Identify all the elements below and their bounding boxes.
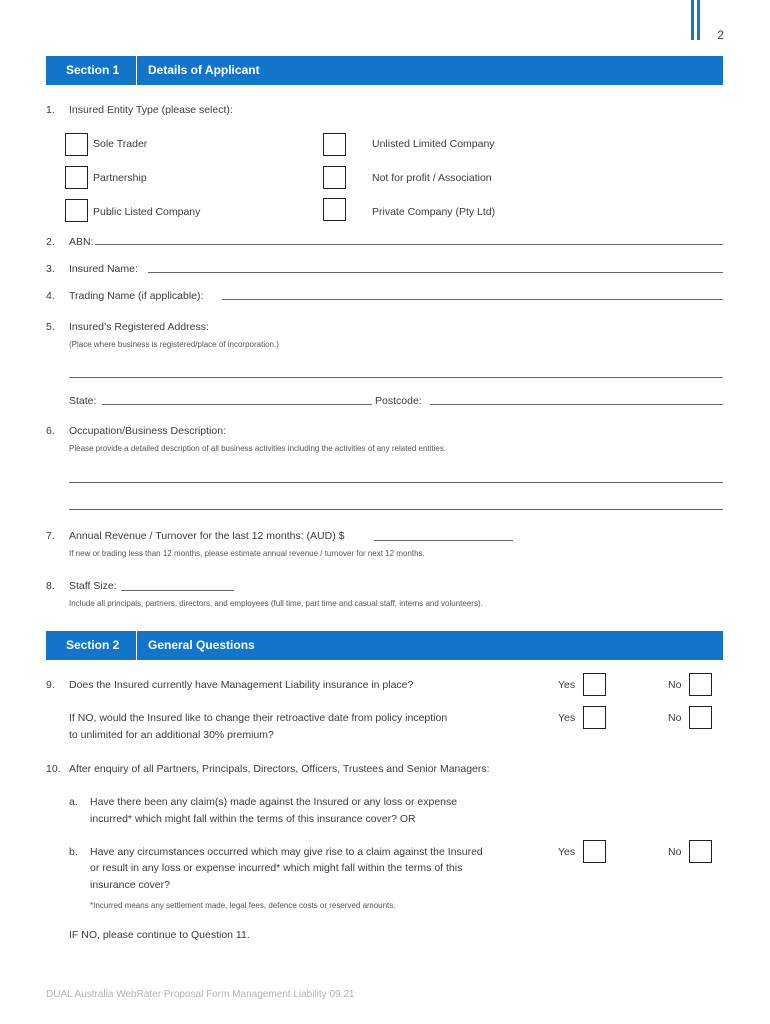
question-note: If new or trading less than 12 months, please estimate annual revenue / turnover for next 12 months.	[69, 549, 425, 558]
question-number: 6.	[46, 425, 55, 437]
continue-instruction: IF NO, please continue to Question 11.	[69, 929, 250, 941]
checkbox-not-for-profit[interactable]	[323, 166, 346, 189]
checkbox-q9-yes[interactable]	[583, 673, 606, 696]
question-text: Annual Revenue / Turnover for the last 12 months: (AUD) $	[69, 530, 345, 542]
insured-name-input-line[interactable]	[148, 272, 723, 273]
no-label: No	[668, 712, 682, 724]
section-label: Section 2	[66, 638, 120, 652]
question-text: to unlimited for an additional 30% premium?	[69, 729, 274, 741]
sub-question-label: b.	[69, 846, 78, 858]
page-number: 2	[717, 28, 724, 42]
question-number: 2.	[46, 236, 55, 248]
postcode-input-line[interactable]	[430, 404, 723, 405]
page-footer: DUAL Australia WebRater Proposal Form Management Liability 09.21	[46, 989, 355, 1000]
sub-question-text: insurance cover?	[90, 879, 170, 891]
postcode-label: Postcode:	[375, 395, 422, 407]
checkbox-q10-no[interactable]	[689, 840, 712, 863]
question-number: 7.	[46, 530, 55, 542]
footnote: *Incurred means any settlement made, legal fees, defence costs or reserved amounts.	[90, 901, 396, 910]
option-label: Not for profit / Association	[372, 172, 492, 184]
header-accent-bar	[697, 0, 700, 40]
question-text: After enquiry of all Partners, Principals, Directors, Officers, Trustees and Senior Managers:	[69, 763, 490, 775]
section-1-header	[46, 56, 723, 85]
address-input-line[interactable]	[69, 377, 723, 378]
section-2-header	[46, 631, 723, 660]
question-text: Occupation/Business Description:	[69, 425, 226, 437]
question-number: 9.	[46, 679, 55, 691]
checkbox-q9-no[interactable]	[689, 673, 712, 696]
checkbox-private-company[interactable]	[323, 198, 346, 221]
trading-name-input-line[interactable]	[222, 299, 723, 300]
question-text: Insured Entity Type (please select):	[69, 104, 233, 116]
sub-question-label: a.	[69, 796, 78, 808]
checkbox-unlisted-limited-company[interactable]	[323, 133, 346, 156]
checkbox-partnership[interactable]	[65, 166, 88, 189]
question-text: Insured Name:	[69, 263, 138, 275]
question-text: Does the Insured currently have Management Liability insurance in place?	[69, 679, 414, 691]
checkbox-q9b-no[interactable]	[689, 706, 712, 729]
section-title: General Questions	[148, 638, 255, 652]
question-text: Staff Size:	[69, 580, 117, 592]
option-label: Unlisted Limited Company	[372, 138, 495, 150]
section-label: Section 1	[66, 63, 120, 77]
sub-question-text: Have any circumstances occurred which may give rise to a claim against the Insured	[90, 846, 483, 858]
description-input-line[interactable]	[69, 482, 723, 483]
option-label: Partnership	[93, 172, 147, 184]
question-text: If NO, would the Insured like to change their retroactive date from policy inception	[69, 712, 448, 724]
question-number: 5.	[46, 321, 55, 333]
sub-question-text: incurred* which might fall within the terms of this insurance cover? OR	[90, 813, 416, 825]
header-accent-bar	[691, 0, 694, 40]
section-title: Details of Applicant	[148, 63, 260, 77]
sub-question-text: or result in any loss or expense incurred* which might fall within the terms of this	[90, 862, 463, 874]
abn-input-line[interactable]	[95, 244, 723, 245]
section-divider	[136, 631, 137, 660]
checkbox-sole-trader[interactable]	[65, 133, 88, 156]
sub-question-text: Have there been any claim(s) made against the Insured or any loss or expense	[90, 796, 458, 808]
no-label: No	[668, 679, 682, 691]
checkbox-q10-yes[interactable]	[583, 840, 606, 863]
question-number: 3.	[46, 263, 55, 275]
question-note: (Place where business is registered/place of incorporation.)	[69, 340, 279, 349]
state-input-line[interactable]	[102, 404, 372, 405]
staff-size-input-line[interactable]	[121, 590, 234, 591]
option-label: Private Company (Pty Ltd)	[372, 206, 496, 218]
section-divider	[136, 56, 137, 85]
question-number: 8.	[46, 580, 55, 592]
revenue-input-line[interactable]	[374, 540, 513, 541]
checkbox-public-listed-company[interactable]	[65, 199, 88, 222]
question-note: Please provide a detailed description of all business activities including the activities of any related entities.	[69, 444, 447, 453]
yes-label: Yes	[558, 679, 576, 691]
option-label: Public Listed Company	[93, 206, 201, 218]
question-text: Insured’s Registered Address:	[69, 321, 209, 333]
checkbox-q9b-yes[interactable]	[583, 706, 606, 729]
question-number: 10.	[46, 763, 61, 775]
yes-label: Yes	[558, 712, 576, 724]
question-number: 1.	[46, 104, 55, 116]
yes-label: Yes	[558, 846, 576, 858]
description-input-line[interactable]	[69, 509, 723, 510]
question-note: Include all principals, partners, directors, and employees (full time, part time and casual staff, interns and volunteers).	[69, 599, 483, 608]
question-text: ABN:	[69, 236, 94, 248]
state-label: State:	[69, 395, 97, 407]
question-text: Trading Name (if applicable):	[69, 290, 204, 302]
question-number: 4.	[46, 290, 55, 302]
no-label: No	[668, 846, 682, 858]
option-label: Sole Trader	[93, 138, 148, 150]
